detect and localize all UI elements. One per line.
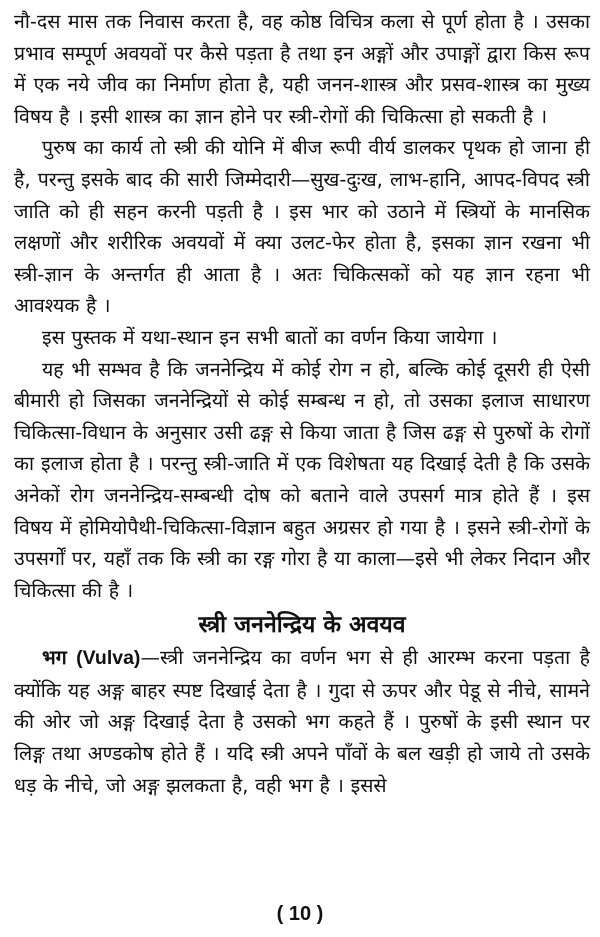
term-vulva-latin: (Vulva)	[76, 647, 141, 670]
paragraph-male-role: पुरुष का कार्य तो स्त्री की योनि में बीज रूपी वीर्य डालकर पृथक हो जाना ही है, परन्तु इसके बाद की सारी जिम्मेदारी—सुख-दुःख, लाभ-हानि, आपद-विपद स्त्री जाति को ही सहन करनी पड़ती है । इस भार को उठाने में स्त्रियों के मानसिक लक्षणों और शरीरिक अवयवों में क्या उलट-फेर होता है, इसका ज्ञान रखना भी स्त्री-ज्ञान के अन्तर्गत ही आता है । अतः चिकित्सकों को यह ज्ञान रहना भी आवश्यक है ।	[14, 136, 590, 318]
paragraph-book-scope: इस पुस्तक में यथा-स्थान इन सभी बातों का वर्णन किया जायेगा ।	[42, 325, 498, 349]
vulva-description: —स्त्री जननेन्द्रिय का वर्णन भग से ही आरम्भ करना पड़ता है क्योंकि यह अङ्ग बाहर स्पष्ट दिखाई देता है । गुदा से ऊपर और पेडू से नीचे, सामने की ओर जो अङ्ग दिखाई देता है उसको भग कहते हैं । पुरुषों के इसी स्थान पर लिङ्ग तथा अण्डकोष होते हैं । यदि स्त्री अपने पाँवों के बल खड़ी हो जाये तो उसके धड़ के नीचे, जो अङ्ग झलकता है, वही भग है । इससे	[14, 646, 590, 797]
paragraph-homeopathy: यह भी सम्भव है कि जननेन्द्रिय में कोई रोग न हो, बल्कि कोई दूसरी ही ऐसी बीमारी हो जिसका जननेन्द्रियों से कोई सम्बन्ध न हो, तो उसका इलाज साधारण चिकित्सा-विधान के अनुसार उसी ढङ्ग से किया जाता है जिस ढङ्ग से पुरुषों के रोगों का इलाज होता है । परन्तु स्त्री-जाति में एक विशेषता यह दिखाई देती है कि उसके अनेकों रोग जननेन्द्रिय-सम्बन्धी दोष को बताने वाले उपसर्ग मात्र होते हैं । इस विषय में होमियोपैथी-चिकित्सा-विज्ञान बहुत अग्रसर हो गया है । इसने स्त्री-रोगों के उपसर्गों पर, यहाँ तक कि स्त्री का रङ्ग गोरा है या काला—इसे भी लेकर निदान और चिकित्सा की है ।	[14, 357, 590, 602]
paragraph-vulva	[14, 642, 590, 801]
section-heading: स्त्री जननेन्द्रिय के अवयव	[198, 612, 406, 639]
term-bhag: भग	[42, 646, 67, 670]
paragraph-continuation: नौ-दस मास तक निवास करता है, वह कोष्ठ विचित्र कला से पूर्ण होता है । उसका प्रभाव सम्पूर्ण अवयवों पर कैसे पड़ता है तथा इन अङ्गों और उपाङ्गों द्वारा किस रूप में एक नये जीव का निर्माण होता है, यही जनन-शास्त्र और प्रसव-शास्त्र का मुख्य विषय है । इसी शास्त्र का ज्ञान होने पर स्त्री-रोगों की चिकित्सा हो सकती है ।	[14, 10, 590, 128]
page-number: ( 10 )	[276, 903, 324, 925]
